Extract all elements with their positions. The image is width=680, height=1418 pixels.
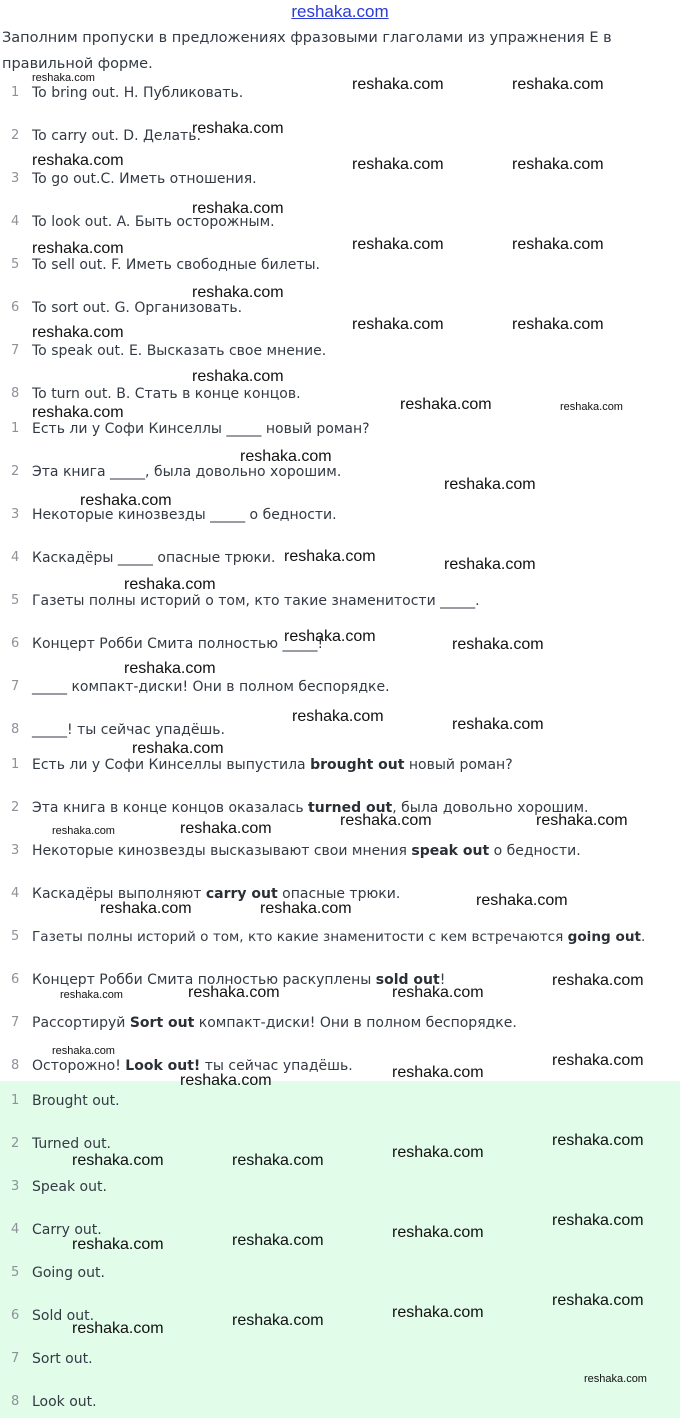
item-text: Каскадёры выполняют carry out опасные трюки. bbox=[32, 886, 401, 902]
item-number: 5 bbox=[11, 593, 20, 608]
item-text: Некоторые кинозвезды высказывают свои мнения speak out о бедности. bbox=[32, 843, 581, 859]
item-text: Brought out. bbox=[32, 1093, 120, 1109]
item-number: 2 bbox=[11, 800, 20, 815]
watermark: reshaka.com bbox=[552, 972, 644, 989]
list-item bbox=[0, 1013, 680, 1033]
item-number: 3 bbox=[11, 171, 20, 186]
watermark: reshaka.com bbox=[72, 1236, 164, 1253]
watermark: reshaka.com bbox=[32, 72, 95, 84]
watermark: reshaka.com bbox=[512, 156, 604, 173]
watermark: reshaka.com bbox=[340, 812, 432, 829]
item-text: To sort out. G. Организовать. bbox=[32, 300, 243, 316]
item-text: Эта книга в конце концов оказалась turned out, была довольно хорошим. bbox=[32, 800, 589, 816]
watermark: reshaka.com bbox=[512, 316, 604, 333]
list-item bbox=[0, 1349, 680, 1369]
watermark: reshaka.com bbox=[232, 1312, 324, 1329]
watermark: reshaka.com bbox=[180, 820, 272, 837]
item-number: 3 bbox=[11, 507, 20, 522]
watermark: reshaka.com bbox=[52, 825, 115, 837]
item-number: 3 bbox=[11, 843, 20, 858]
watermark: reshaka.com bbox=[452, 716, 544, 733]
watermark: reshaka.com bbox=[552, 1292, 644, 1309]
watermark: reshaka.com bbox=[400, 396, 492, 413]
item-number: 4 bbox=[11, 214, 20, 229]
answer-verb: turned out bbox=[308, 800, 393, 816]
item-text: Осторожно! Look out! ты сейчас упадёшь. bbox=[32, 1058, 353, 1074]
watermark: reshaka.com bbox=[188, 984, 280, 1001]
item-number: 6 bbox=[11, 636, 20, 651]
item-number: 7 bbox=[11, 1015, 20, 1030]
watermark: reshaka.com bbox=[32, 324, 124, 341]
item-number: 8 bbox=[11, 1394, 20, 1409]
item-number: 4 bbox=[11, 550, 20, 565]
item-text: To bring out. H. Публиковать. bbox=[32, 85, 244, 101]
watermark: reshaka.com bbox=[284, 548, 376, 565]
item-text: Look out. bbox=[32, 1394, 97, 1410]
item-number: 3 bbox=[11, 1179, 20, 1194]
watermark: reshaka.com bbox=[32, 240, 124, 257]
item-text: To look out. A. Быть осторожным. bbox=[32, 214, 275, 230]
item-number: 2 bbox=[11, 1136, 20, 1151]
item-text: Sort out. bbox=[32, 1351, 93, 1367]
item-text: To turn out. B. Стать в конце концов. bbox=[32, 386, 301, 402]
watermark: reshaka.com bbox=[180, 1072, 272, 1089]
item-number: 7 bbox=[11, 1351, 20, 1366]
watermark: reshaka.com bbox=[444, 556, 536, 573]
item-number: 4 bbox=[11, 886, 20, 901]
watermark: reshaka.com bbox=[352, 76, 444, 93]
list-item bbox=[0, 841, 680, 861]
answer-verb: speak out bbox=[411, 843, 490, 859]
item-text: Концерт Робби Смита полностью раскуплены sold out! bbox=[32, 972, 446, 988]
watermark: reshaka.com bbox=[80, 492, 172, 509]
item-number: 5 bbox=[11, 1265, 20, 1280]
list-item bbox=[0, 1091, 680, 1111]
watermark: reshaka.com bbox=[512, 236, 604, 253]
item-text: To sell out. F. Иметь свободные билеты. bbox=[32, 257, 320, 273]
watermark: reshaka.com bbox=[192, 368, 284, 385]
watermark: reshaka.com bbox=[476, 892, 568, 909]
watermark: reshaka.com bbox=[352, 236, 444, 253]
list-item bbox=[0, 298, 680, 318]
task-intro: Заполним пропуски в предложениях фразовыми глаголами из упражнения E в правильной форме. bbox=[2, 30, 612, 72]
watermark: reshaka.com bbox=[284, 628, 376, 645]
watermark: reshaka.com bbox=[192, 284, 284, 301]
item-text: Эта книга _____, была довольно хорошим. bbox=[32, 464, 342, 480]
watermark: reshaka.com bbox=[124, 576, 216, 593]
watermark: reshaka.com bbox=[536, 812, 628, 829]
list-item bbox=[0, 1177, 680, 1197]
watermark: reshaka.com bbox=[444, 476, 536, 493]
list-item bbox=[0, 1263, 680, 1283]
item-text: Carry out. bbox=[32, 1222, 102, 1238]
item-number: 1 bbox=[11, 421, 20, 436]
item-text: To carry out. D. Делать. bbox=[32, 128, 201, 144]
item-number: 6 bbox=[11, 1308, 20, 1323]
watermark: reshaka.com bbox=[512, 76, 604, 93]
watermark: reshaka.com bbox=[392, 1224, 484, 1241]
watermark: reshaka.com bbox=[392, 1144, 484, 1161]
item-text: Газеты полны историй о том, кто такие знаменитости _____. bbox=[32, 593, 480, 609]
item-number: 2 bbox=[11, 128, 20, 143]
watermark: reshaka.com bbox=[260, 900, 352, 917]
item-text: Sold out. bbox=[32, 1308, 95, 1324]
item-number: 2 bbox=[11, 464, 20, 479]
answer-verb: sold out bbox=[375, 972, 440, 988]
item-number: 8 bbox=[11, 722, 20, 737]
watermark: reshaka.com bbox=[552, 1132, 644, 1149]
watermark: reshaka.com bbox=[72, 1320, 164, 1337]
watermark: reshaka.com bbox=[552, 1212, 644, 1229]
watermark: reshaka.com bbox=[392, 1304, 484, 1321]
item-text: To go out.C. Иметь отношения. bbox=[32, 171, 257, 187]
answer-verb: carry out bbox=[205, 886, 278, 902]
item-text: Going out. bbox=[32, 1265, 105, 1281]
item-number: 5 bbox=[11, 929, 20, 944]
answer-verb: Look out! bbox=[125, 1058, 201, 1074]
list-item bbox=[0, 755, 680, 775]
watermark: reshaka.com bbox=[192, 200, 284, 217]
answer-verb: brought out bbox=[310, 757, 405, 773]
answer-verb: Sort out bbox=[129, 1015, 195, 1031]
watermark: reshaka.com bbox=[392, 1064, 484, 1081]
watermark: reshaka.com bbox=[292, 708, 384, 725]
item-text: _____ компакт-диски! Они в полном беспорядке. bbox=[32, 679, 390, 695]
list-item bbox=[0, 591, 680, 611]
watermark: reshaka.com bbox=[352, 316, 444, 333]
list-item bbox=[0, 462, 680, 482]
list-item bbox=[0, 126, 680, 146]
answer-verb: going out bbox=[567, 929, 641, 945]
watermark: reshaka.com bbox=[32, 152, 124, 169]
item-text: Есть ли у Софи Кинселлы _____ новый роман? bbox=[32, 421, 370, 437]
list-item bbox=[0, 1392, 680, 1412]
list-item bbox=[0, 212, 680, 232]
list-item bbox=[0, 677, 680, 697]
item-number: 8 bbox=[11, 386, 20, 401]
item-number: 5 bbox=[11, 257, 20, 272]
item-number: 1 bbox=[11, 1093, 20, 1108]
watermark: reshaka.com bbox=[124, 660, 216, 677]
watermark: reshaka.com bbox=[560, 401, 623, 413]
item-number: 4 bbox=[11, 1222, 20, 1237]
site-link[interactable]: reshaka.com bbox=[291, 2, 389, 21]
watermark: reshaka.com bbox=[100, 900, 192, 917]
item-text: Концерт Робби Смита полностью _____! bbox=[32, 636, 324, 652]
watermark: reshaka.com bbox=[232, 1152, 324, 1169]
item-text: _____! ты сейчас упадёшь. bbox=[32, 722, 225, 738]
watermark: reshaka.com bbox=[72, 1152, 164, 1169]
item-number: 7 bbox=[11, 679, 20, 694]
item-text: Некоторые кинозвезды _____ о бедности. bbox=[32, 507, 337, 523]
item-text: Газеты полны историй о том, кто какие знаменитости с кем встречаются going out. bbox=[32, 929, 646, 945]
watermark: reshaka.com bbox=[132, 740, 224, 757]
list-item bbox=[0, 255, 680, 275]
item-number: 8 bbox=[11, 1058, 20, 1073]
item-text: Speak out. bbox=[32, 1179, 107, 1195]
watermark: reshaka.com bbox=[52, 1045, 115, 1057]
watermark: reshaka.com bbox=[32, 404, 124, 421]
item-text: Каскадёры _____ опасные трюки. bbox=[32, 550, 276, 566]
watermark: reshaka.com bbox=[192, 120, 284, 137]
watermark: reshaka.com bbox=[584, 1373, 647, 1385]
item-number: 7 bbox=[11, 343, 20, 358]
item-text: To speak out. E. Высказать свое мнение. bbox=[32, 343, 327, 359]
watermark: reshaka.com bbox=[352, 156, 444, 173]
item-number: 1 bbox=[11, 85, 20, 100]
watermark: reshaka.com bbox=[240, 448, 332, 465]
watermark: reshaka.com bbox=[232, 1232, 324, 1249]
watermark: reshaka.com bbox=[60, 989, 123, 1001]
list-item bbox=[0, 341, 680, 361]
item-text: Есть ли у Софи Кинселлы выпустила brought out новый роман? bbox=[32, 757, 513, 773]
item-text: Рассортируй Sort out компакт-диски! Они в полном беспорядке. bbox=[32, 1015, 517, 1031]
watermark: reshaka.com bbox=[452, 636, 544, 653]
item-text: Turned out. bbox=[32, 1136, 112, 1152]
watermark: reshaka.com bbox=[392, 984, 484, 1001]
item-number: 6 bbox=[11, 972, 20, 987]
list-item bbox=[0, 419, 680, 439]
watermark: reshaka.com bbox=[552, 1052, 644, 1069]
item-number: 6 bbox=[11, 300, 20, 315]
list-item bbox=[0, 927, 680, 947]
item-number: 1 bbox=[11, 757, 20, 772]
